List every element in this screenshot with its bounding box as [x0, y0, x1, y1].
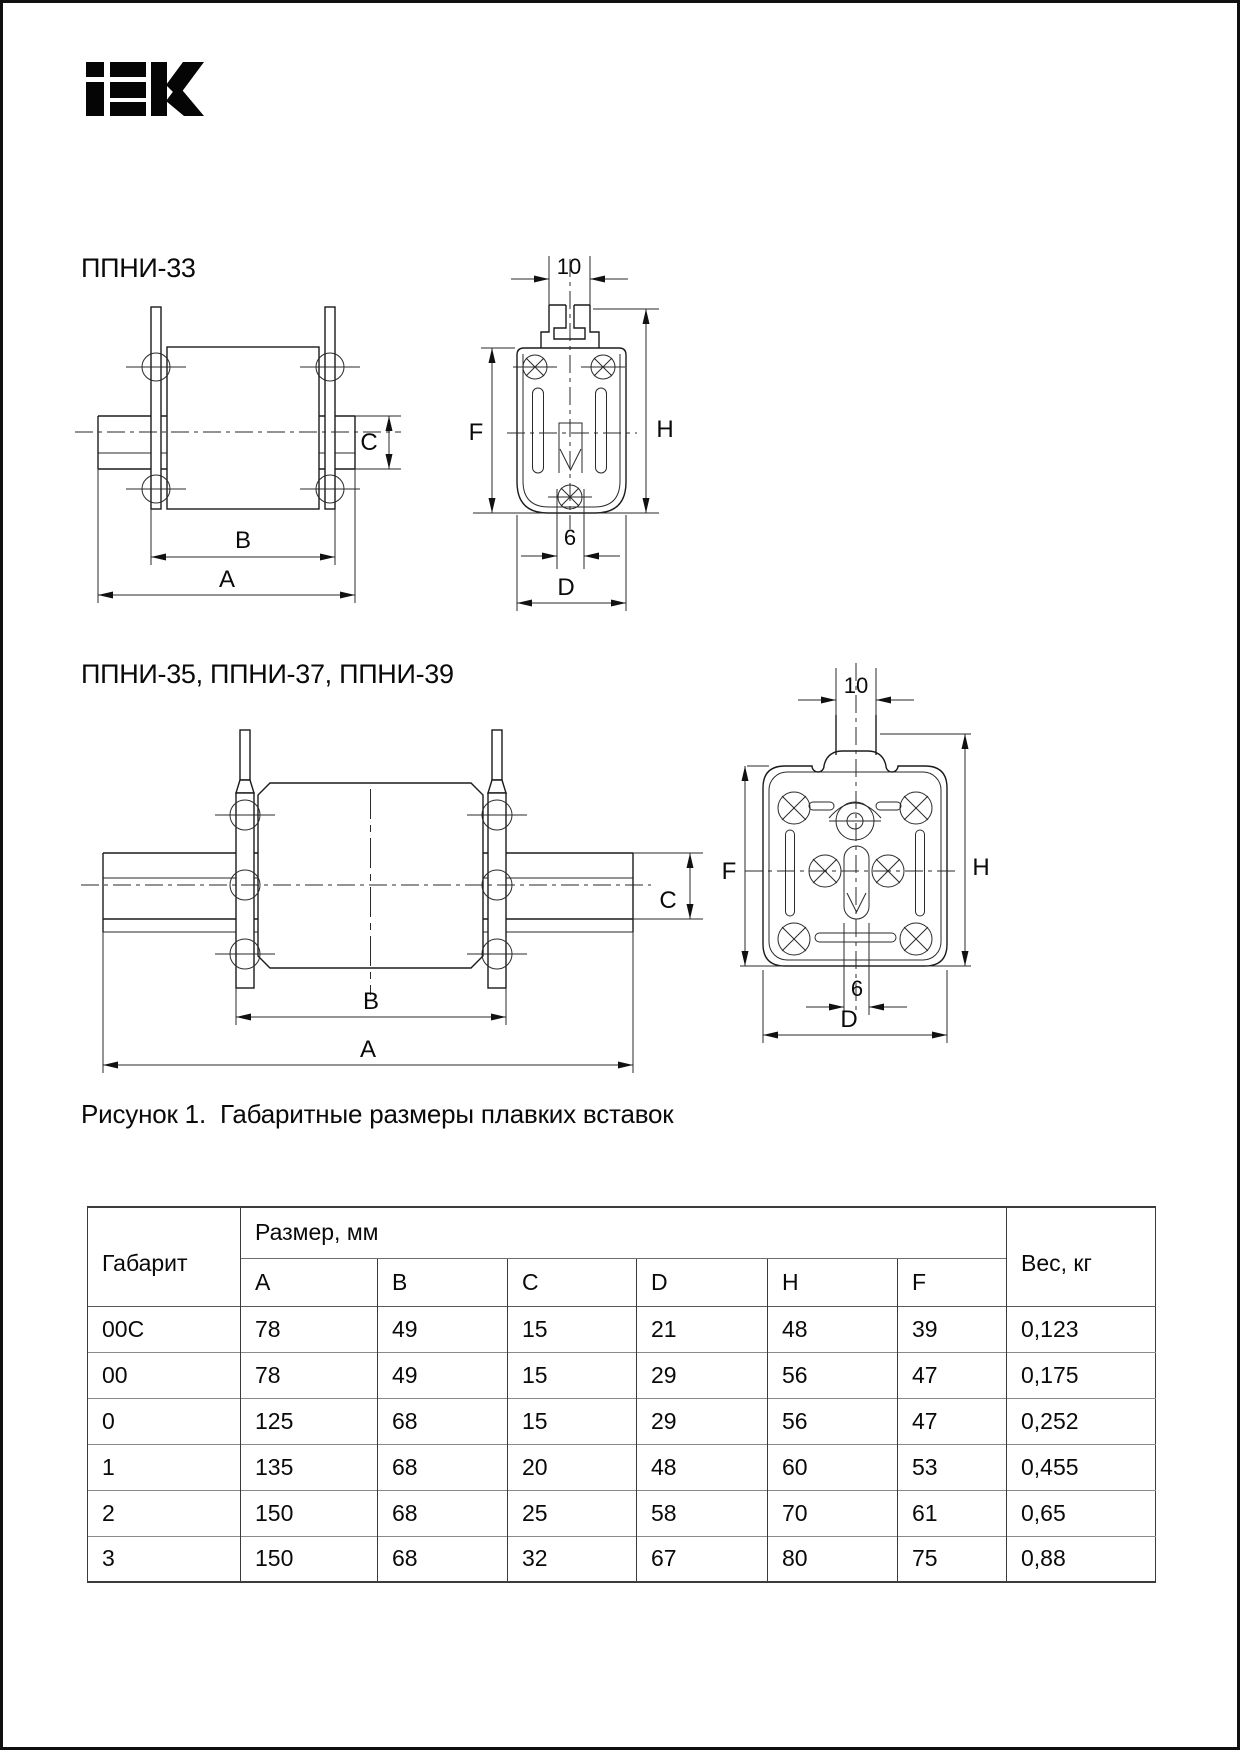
fig1-screws: [513, 355, 625, 509]
cell-b: 49: [378, 1352, 508, 1398]
cell-a: 150: [241, 1536, 378, 1582]
table-row: [88, 1352, 1156, 1398]
cell-b: 68: [378, 1490, 508, 1536]
cell-b: 49: [378, 1306, 508, 1352]
fig2-dim-6: 6: [850, 976, 864, 1001]
cell-h: 56: [768, 1352, 898, 1398]
fig1-dim-6: 6: [563, 525, 577, 550]
col-header-c: C: [508, 1258, 637, 1306]
fig1-side-view: [75, 307, 401, 603]
fig2-dim-10: 10: [843, 673, 869, 698]
cell-gabarit: 1: [88, 1444, 241, 1490]
cell-gabarit: 00C: [88, 1306, 241, 1352]
cell-a: 78: [241, 1352, 378, 1398]
cell-c: 15: [508, 1352, 637, 1398]
col-header-h: H: [768, 1258, 898, 1306]
caption-number: Рисунок 1.: [81, 1099, 206, 1129]
cell-a: 150: [241, 1490, 378, 1536]
fig2-side-view: [81, 730, 703, 1073]
cell-c: 15: [508, 1306, 637, 1352]
col-header-d: D: [637, 1258, 768, 1306]
cell-h: 48: [768, 1306, 898, 1352]
col-header-a: A: [241, 1258, 378, 1306]
caption-text: Габаритные размеры плавких вставок: [219, 1099, 674, 1129]
cell-d: 21: [637, 1306, 768, 1352]
cell-weight: 0,65: [1007, 1490, 1156, 1536]
cell-h: 56: [768, 1398, 898, 1444]
cell-d: 67: [637, 1536, 768, 1582]
table-row: [88, 1536, 1156, 1582]
fig1-dim-f: F: [468, 419, 484, 446]
cell-b: 68: [378, 1444, 508, 1490]
fig2-front-view: [722, 663, 990, 1043]
cell-weight: 0,175: [1007, 1352, 1156, 1398]
table-row: [88, 1444, 1156, 1490]
cell-a: 135: [241, 1444, 378, 1490]
cell-d: 29: [637, 1352, 768, 1398]
col-header-gabarit: Габарит: [88, 1207, 241, 1306]
fig1-front-view: [469, 254, 674, 611]
cell-d: 29: [637, 1398, 768, 1444]
cell-a: 78: [241, 1306, 378, 1352]
cell-f: 61: [898, 1490, 1007, 1536]
cell-weight: 0,123: [1007, 1306, 1156, 1352]
table-row: [88, 1490, 1156, 1536]
cell-f: 47: [898, 1398, 1007, 1444]
fig2-dim-f: F: [721, 858, 737, 885]
cell-f: 75: [898, 1536, 1007, 1582]
cell-weight: 0,88: [1007, 1536, 1156, 1582]
iek-logo-icon: [86, 62, 204, 116]
table-row: [88, 1306, 1156, 1352]
cell-gabarit: 0: [88, 1398, 241, 1444]
cell-a: 125: [241, 1398, 378, 1444]
fig2-dim-b: B: [362, 988, 380, 1015]
col-header-size: Размер, мм: [241, 1207, 1007, 1258]
cell-h: 80: [768, 1536, 898, 1582]
fig1-dim-c: C: [360, 429, 378, 456]
cell-weight: 0,252: [1007, 1398, 1156, 1444]
col-header-weight: Вес, кг: [1007, 1207, 1156, 1306]
cell-c: 20: [508, 1444, 637, 1490]
fig1-title: ППНИ-33: [81, 253, 196, 283]
cell-f: 53: [898, 1444, 1007, 1490]
cell-b: 68: [378, 1536, 508, 1582]
fig2-dim-h: H: [972, 854, 990, 881]
fig1-dim-a: A: [218, 566, 236, 593]
cell-h: 60: [768, 1444, 898, 1490]
cell-d: 48: [637, 1444, 768, 1490]
cell-c: 25: [508, 1490, 637, 1536]
cell-c: 15: [508, 1398, 637, 1444]
cell-gabarit: 00: [88, 1352, 241, 1398]
dimensions-table: [87, 1206, 1156, 1583]
fig1-dim-d: D: [557, 574, 575, 601]
figure-caption: [81, 1099, 673, 1130]
fig2-corner-screws: [778, 792, 932, 955]
col-header-f: F: [898, 1258, 1007, 1306]
cell-weight: 0,455: [1007, 1444, 1156, 1490]
table-row: [88, 1398, 1156, 1444]
fig1-dim-10: 10: [556, 254, 582, 279]
fig2-title: ППНИ-35, ППНИ-37, ППНИ-39: [81, 659, 454, 689]
col-header-b: B: [378, 1258, 508, 1306]
cell-f: 39: [898, 1306, 1007, 1352]
fig2-dim-c: C: [659, 887, 677, 914]
cell-c: 32: [508, 1536, 637, 1582]
fig1-dim-b: B: [234, 527, 252, 554]
cell-h: 70: [768, 1490, 898, 1536]
fig1-dim-h: H: [656, 416, 674, 443]
fig2-dim-a: A: [359, 1036, 377, 1063]
cell-d: 58: [637, 1490, 768, 1536]
cell-gabarit: 3: [88, 1536, 241, 1582]
fig2-dim-d: D: [840, 1006, 858, 1033]
cell-f: 47: [898, 1352, 1007, 1398]
cell-b: 68: [378, 1398, 508, 1444]
cell-gabarit: 2: [88, 1490, 241, 1536]
